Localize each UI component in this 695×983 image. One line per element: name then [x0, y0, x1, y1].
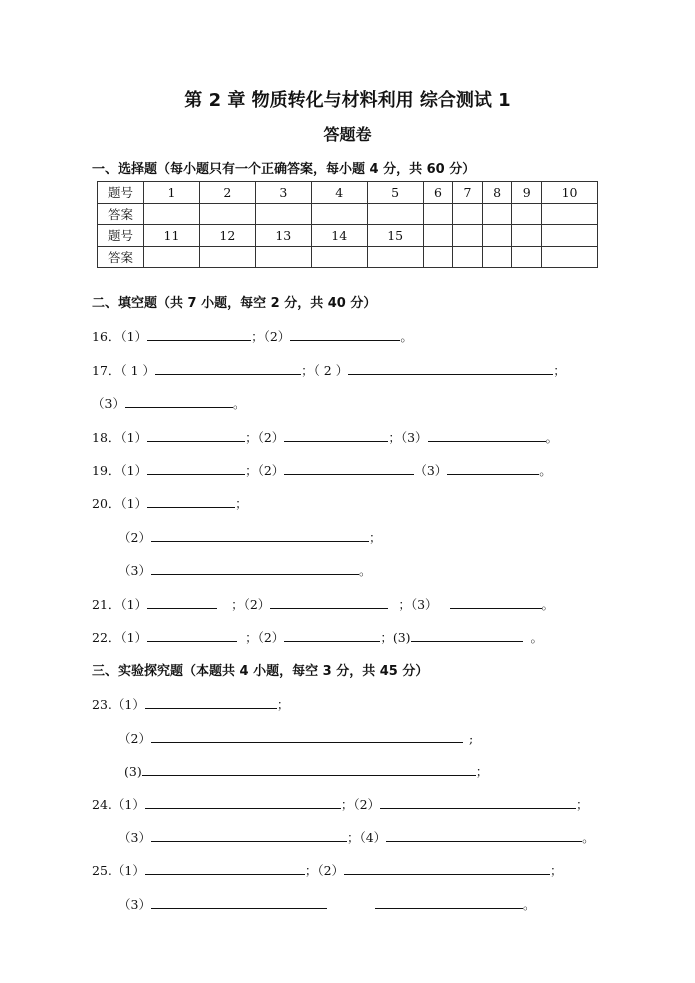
answer-cell[interactable]	[199, 246, 255, 268]
section-3-heading: 三、实验探究题（本题共 4 小题，每空 3 分，共 45 分）	[92, 664, 429, 679]
separator: 。	[545, 430, 559, 445]
question-19	[92, 461, 552, 479]
question-number: 22．	[92, 630, 121, 645]
answer-blank[interactable]	[151, 730, 463, 743]
table-cell	[542, 225, 598, 247]
answer-table	[97, 181, 598, 268]
answer-cell[interactable]	[199, 203, 255, 225]
answer-blank[interactable]	[284, 462, 414, 475]
answer-blank[interactable]	[447, 462, 539, 475]
part-label: （2）	[118, 731, 151, 746]
separator: ；	[475, 764, 489, 779]
table-row	[98, 246, 598, 268]
separator: ；（2）	[340, 797, 381, 812]
question-number: 25.	[92, 863, 112, 878]
table-cell: 8	[482, 182, 512, 204]
answer-blank[interactable]	[348, 362, 553, 375]
separator: 。	[232, 396, 246, 411]
answer-blank[interactable]	[147, 328, 251, 341]
answer-cell[interactable]	[367, 203, 423, 225]
answer-blank[interactable]	[344, 862, 550, 875]
answer-blank[interactable]	[450, 596, 542, 609]
separator: 。	[539, 463, 552, 478]
part-label: （1）	[120, 630, 148, 645]
question-17	[92, 361, 566, 379]
table-cell: 5	[367, 182, 423, 204]
part-label: （3）	[118, 563, 151, 578]
table-cell: 15	[367, 225, 423, 247]
answer-blank[interactable]	[386, 829, 582, 842]
answer-blank[interactable]	[428, 429, 546, 442]
table-cell: 4	[311, 182, 367, 204]
answer-cell[interactable]	[542, 246, 598, 268]
part-label: （1）	[120, 496, 148, 511]
separator: ；（2）	[245, 463, 285, 478]
answer-blank[interactable]	[151, 562, 359, 575]
answer-cell[interactable]	[255, 246, 311, 268]
answer-blank[interactable]	[284, 429, 388, 442]
question-20-line3	[118, 561, 371, 579]
answer-blank[interactable]	[147, 429, 245, 442]
table-cell	[423, 225, 453, 247]
part-label: (3)	[124, 764, 142, 779]
question-number: 16．	[92, 329, 121, 344]
table-cell: 10	[542, 182, 598, 204]
table-label: 题号	[98, 182, 144, 204]
answer-blank[interactable]	[145, 796, 341, 809]
question-number: 17．	[92, 363, 121, 378]
separator: ；	[576, 797, 589, 812]
answer-cell[interactable]	[144, 203, 200, 225]
separator: ；（3）	[388, 430, 428, 445]
section-1-heading: 一、选择题（每小题只有一个正确答案，每小题 4 分，共 60 分）	[92, 162, 476, 177]
separator: ；（2）	[245, 630, 285, 645]
answer-cell[interactable]	[482, 246, 512, 268]
answer-cell[interactable]	[311, 246, 367, 268]
separator: ；	[550, 863, 563, 878]
table-row	[98, 203, 598, 225]
question-17-line2	[92, 394, 245, 412]
answer-cell[interactable]	[144, 246, 200, 268]
answer-blank[interactable]	[147, 462, 245, 475]
part-label: （1）	[111, 697, 145, 712]
answer-blank[interactable]	[147, 596, 217, 609]
answer-blank[interactable]	[145, 696, 277, 709]
table-cell	[512, 225, 542, 247]
table-cell: 9	[512, 182, 542, 204]
page-title: 第 2 章 物质转化与材料利用 综合测试 1	[184, 90, 511, 111]
answer-cell[interactable]	[512, 246, 542, 268]
part-label: （1）	[120, 597, 148, 612]
separator: ；(3)	[380, 630, 411, 645]
separator: （3）	[414, 463, 448, 478]
answer-blank[interactable]	[147, 495, 235, 508]
answer-blank[interactable]	[147, 629, 237, 642]
separator: ；	[235, 496, 248, 511]
separator: ；	[553, 363, 566, 378]
separator: 。	[522, 897, 536, 912]
separator: ；	[368, 530, 382, 545]
separator: ；	[276, 697, 290, 712]
answer-blank[interactable]	[125, 395, 233, 408]
answer-cell[interactable]	[423, 246, 453, 268]
part-label: （3）	[118, 897, 151, 912]
separator: ；（ 2 ）	[301, 363, 349, 378]
part-label: （1）	[111, 797, 145, 812]
table-label: 题号	[98, 225, 144, 247]
answer-cell[interactable]	[255, 203, 311, 225]
answer-cell[interactable]	[512, 203, 542, 225]
answer-cell[interactable]	[482, 203, 512, 225]
part-label: （2）	[118, 530, 151, 545]
table-row	[98, 182, 598, 204]
table-row	[98, 225, 598, 247]
question-25	[92, 861, 563, 879]
question-number: 20．	[92, 496, 121, 511]
part-label: （1）	[120, 329, 148, 344]
table-cell	[453, 225, 483, 247]
separator: 。	[400, 329, 413, 344]
question-number: 23.	[92, 697, 112, 712]
table-cell: 12	[199, 225, 255, 247]
table-cell: 6	[423, 182, 453, 204]
answer-cell[interactable]	[542, 203, 598, 225]
table-label: 答案	[98, 203, 144, 225]
answer-cell[interactable]	[453, 203, 483, 225]
separator: 。	[530, 630, 544, 645]
table-cell: 13	[255, 225, 311, 247]
part-label: （3）	[92, 396, 125, 411]
separator: ；（2）	[231, 597, 271, 612]
question-16	[92, 327, 413, 345]
table-cell: 14	[311, 225, 367, 247]
question-number: 18．	[92, 430, 121, 445]
table-cell: 3	[255, 182, 311, 204]
answer-blank[interactable]	[142, 763, 476, 776]
question-23-line2	[118, 729, 473, 747]
answer-cell[interactable]	[367, 246, 423, 268]
answer-blank[interactable]	[270, 596, 388, 609]
question-number: 24.	[92, 797, 112, 812]
question-23-line3	[124, 762, 488, 780]
question-21	[92, 595, 554, 613]
part-label: （3）	[118, 830, 151, 845]
answer-blank[interactable]	[155, 362, 301, 375]
separator: 。	[358, 563, 372, 578]
answer-cell[interactable]	[453, 246, 483, 268]
answer-cell[interactable]	[423, 203, 453, 225]
answer-blank[interactable]	[411, 629, 523, 642]
table-cell: 7	[453, 182, 483, 204]
separator: ；（4）	[346, 830, 387, 845]
part-label: （ 1 ）	[120, 363, 156, 378]
separator: ;	[468, 731, 474, 746]
answer-blank[interactable]	[375, 896, 523, 909]
question-number: 19．	[92, 463, 121, 478]
question-25-line2	[118, 895, 535, 913]
answer-blank[interactable]	[145, 862, 305, 875]
question-number: 21．	[92, 597, 121, 612]
answer-blank[interactable]	[290, 328, 400, 341]
question-24	[92, 795, 589, 813]
question-18	[92, 428, 558, 446]
part-label: （1）	[111, 863, 145, 878]
answer-blank[interactable]	[284, 629, 380, 642]
separator: ；（2）	[304, 863, 345, 878]
section-2-heading: 二、填空题（共 7 小题，每空 2 分，共 40 分）	[92, 296, 377, 311]
separator: 。	[582, 830, 595, 845]
question-24-line2	[118, 828, 595, 846]
page-subtitle: 答题卷	[323, 125, 372, 144]
separator: ；（2）	[245, 430, 285, 445]
part-label: （1）	[120, 430, 148, 445]
separator: ；（3）	[398, 597, 438, 612]
separator: ；（2）	[251, 329, 291, 344]
answer-blank[interactable]	[151, 829, 347, 842]
question-20	[92, 494, 248, 512]
table-cell	[482, 225, 512, 247]
table-cell: 2	[199, 182, 255, 204]
question-22	[92, 628, 543, 646]
answer-cell[interactable]	[311, 203, 367, 225]
table-cell: 1	[144, 182, 200, 204]
answer-blank[interactable]	[151, 529, 369, 542]
answer-blank[interactable]	[380, 796, 576, 809]
question-23	[92, 695, 289, 713]
part-label: （1）	[120, 463, 148, 478]
table-label: 答案	[98, 246, 144, 268]
answer-blank[interactable]	[151, 896, 327, 909]
question-20-line2	[118, 528, 381, 546]
table-cell: 11	[144, 225, 200, 247]
separator: 。	[541, 597, 555, 612]
